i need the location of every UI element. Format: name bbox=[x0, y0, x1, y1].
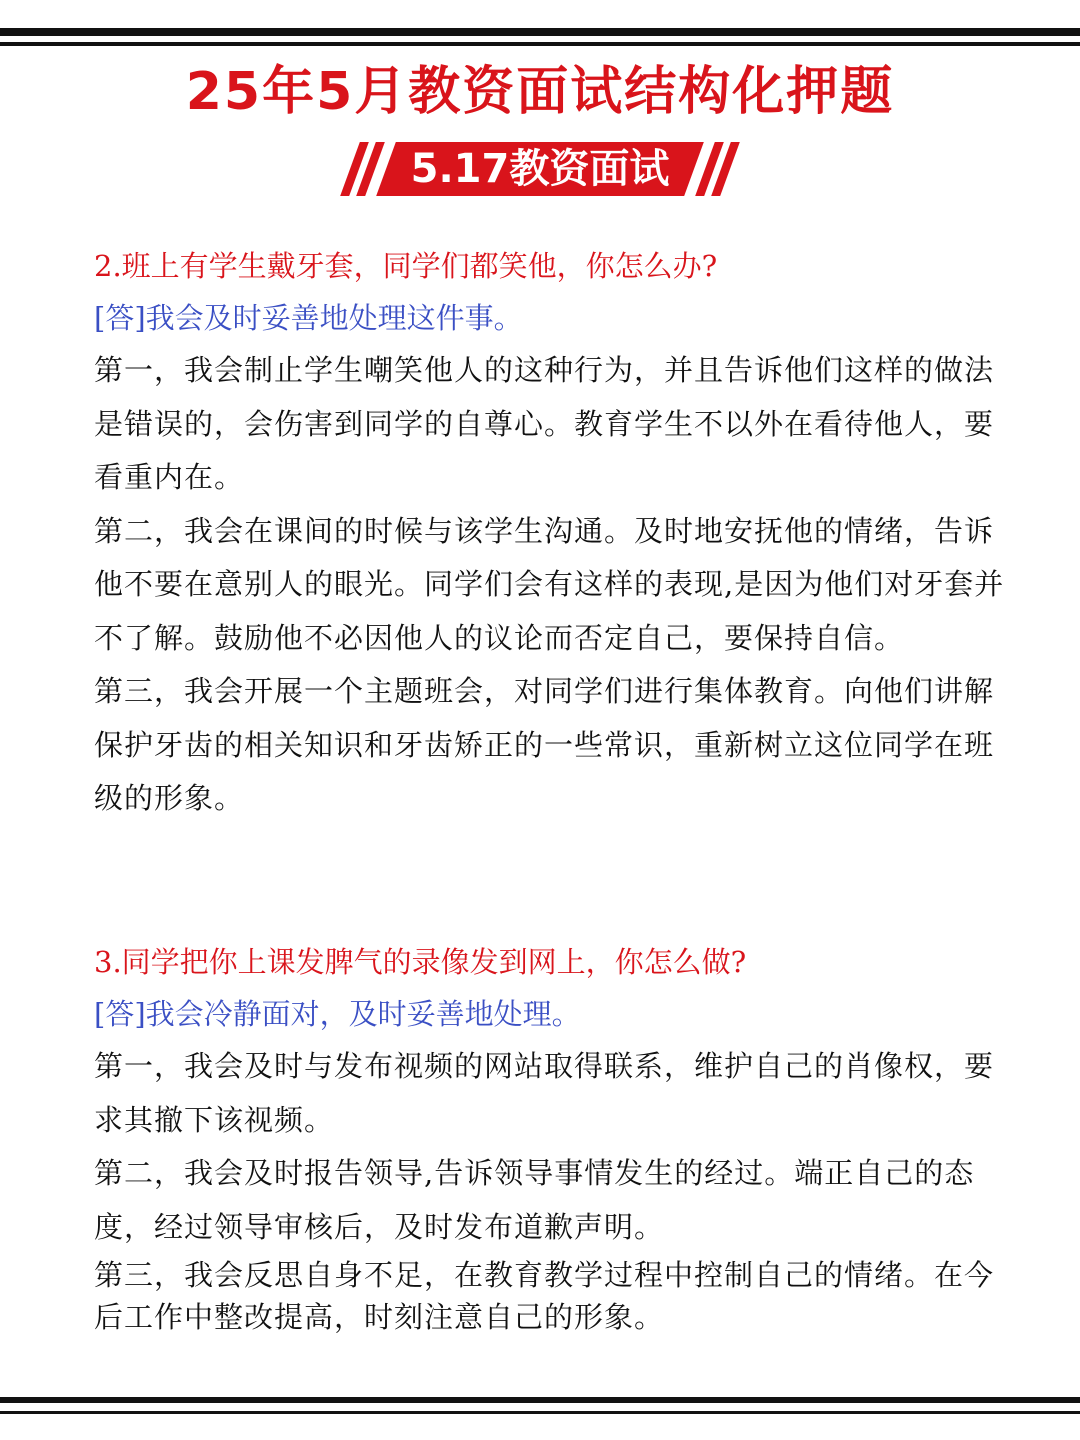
question-text: 3.同学把你上课发脾气的录像发到网上，你怎么做? bbox=[94, 945, 747, 979]
page-title: 25年5月教资面试结构化押题 bbox=[185, 62, 895, 122]
answer-summary: [答]我会及时妥善地处理这件事。 bbox=[94, 301, 523, 335]
question-text: 2.班上有学生戴牙套，同学们都笑他，你怎么办? bbox=[94, 249, 718, 283]
banner-label: 5.17教资面试 bbox=[410, 146, 670, 192]
answer-point: 第三，我会反思自身不足，在教育教学过程中控制自己的情绪。在今后工作中整改提高，时刻注意自己的形象。 bbox=[94, 1258, 995, 1334]
date-banner bbox=[338, 138, 742, 200]
question-block-3 bbox=[94, 936, 1010, 1338]
bottom-rule-thin bbox=[0, 1411, 1080, 1414]
answer-point: 第三，我会开展一个主题班会，对同学们进行集体教育。向他们讲解保护牙齿的相关知识和牙齿矫正的一些常识，重新树立这位同学在班级的形象。 bbox=[94, 674, 995, 815]
top-rule-thick bbox=[0, 28, 1080, 36]
question-block-2 bbox=[94, 240, 1010, 826]
bottom-rule-thick bbox=[0, 1397, 1080, 1403]
answer-point: 第一，我会制止学生嘲笑他人的这种行为，并且告诉他们这样的做法是错误的，会伤害到同学的自尊心。教育学生不以外在看待他人，要看重内在。 bbox=[94, 353, 995, 494]
answer-point: 第二，我会及时报告领导,告诉领导事情发生的经过。端正自己的态度，经过领导审核后，及时发布道歉声明。 bbox=[94, 1156, 975, 1244]
answer-point: 第一，我会及时与发布视频的网站取得联系，维护自己的肖像权，要求其撤下该视频。 bbox=[94, 1049, 995, 1137]
answer-summary: [答]我会冷静面对，及时妥善地处理。 bbox=[94, 997, 581, 1031]
top-rule-thin bbox=[0, 42, 1080, 46]
answer-point: 第二，我会在课间的时候与该学生沟通。及时地安抚他的情绪，告诉他不要在意别人的眼光。同学们会有这样的表现,是因为他们对牙套并不了解。鼓励他不必因他人的议论而否定自己，要保持自信。 bbox=[94, 513, 1005, 655]
